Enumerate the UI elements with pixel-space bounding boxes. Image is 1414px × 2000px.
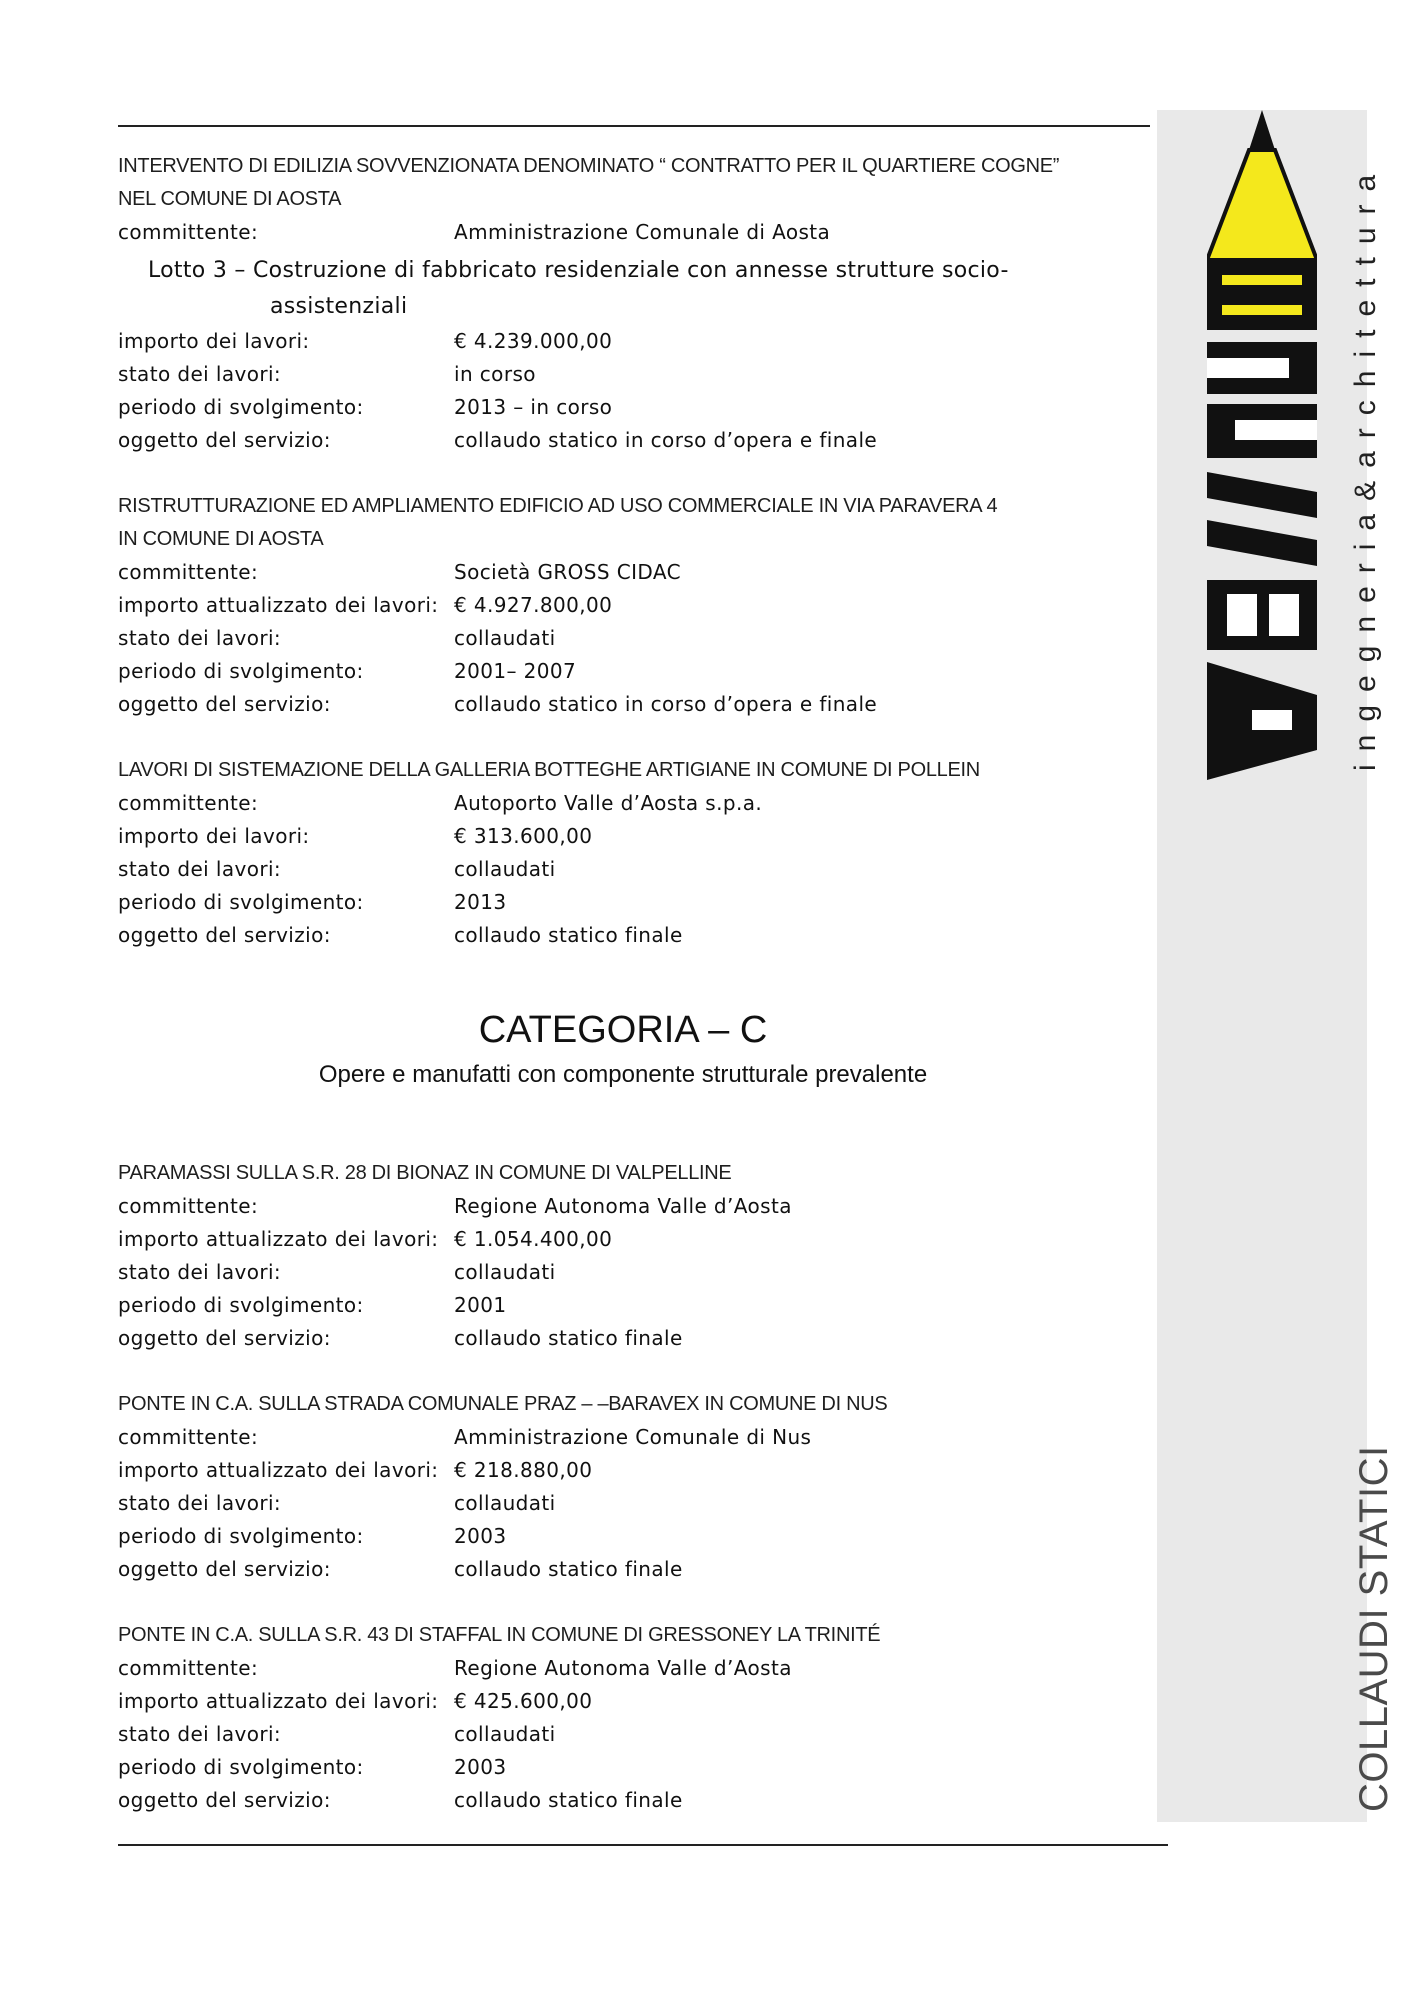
field-row — [118, 1190, 1148, 1223]
field-row — [118, 622, 1148, 655]
field-row — [118, 1718, 1148, 1751]
field-row — [118, 216, 1148, 249]
field-label: committente: — [118, 1656, 259, 1680]
field-value: Autoporto Valle d’Aosta s.p.a. — [454, 791, 763, 815]
project-entry — [118, 150, 1148, 457]
field-value: collaudo statico finale — [454, 1326, 683, 1350]
field-label: oggetto del servizio: — [118, 428, 331, 452]
field-label: stato dei lavori: — [118, 362, 282, 386]
field-label: committente: — [118, 791, 259, 815]
category-title: CATEGORIA – C — [478, 1009, 768, 1051]
pencil-tip — [1249, 110, 1275, 150]
field-row — [118, 358, 1148, 391]
project-title: RISTRUTTURAZIONE ED AMPLIAMENTO EDIFICIO AD USO COMMERCIALE IN VIA PARAVERA 4 — [118, 495, 998, 517]
field-row — [118, 919, 1148, 952]
field-row — [118, 325, 1148, 358]
project-entry — [118, 490, 1148, 721]
field-label: committente: — [118, 220, 259, 244]
field-label: periodo di svolgimento: — [118, 890, 364, 914]
field-value: collaudo statico finale — [454, 1788, 683, 1812]
logo-letter-e — [1207, 260, 1317, 330]
field-row — [118, 1322, 1148, 1355]
field-value: collaudati — [454, 1491, 556, 1515]
field-value: Amministrazione Comunale di Nus — [454, 1425, 812, 1449]
field-label: importo attualizzato dei lavori: — [118, 1458, 439, 1482]
project-title: PONTE IN C.A. SULLA S.R. 43 DI STAFFAL IN COMUNE DI GRESSONEY LA TRINITÉ — [118, 1624, 881, 1646]
field-value: collaudo statico finale — [454, 1557, 683, 1581]
field-row — [118, 1454, 1148, 1487]
category-subtitle: Opere e manufatti con componente strutturale prevalente — [318, 1061, 928, 1088]
field-value: 2001– 2007 — [454, 659, 577, 683]
field-row — [118, 1553, 1148, 1586]
field-value: 2003 — [454, 1755, 507, 1779]
field-row — [118, 1520, 1148, 1553]
field-value: collaudati — [454, 1722, 556, 1746]
project-title: LAVORI DI SISTEMAZIONE DELLA GALLERIA BOTTEGHE ARTIGIANE IN COMUNE DI POLLEIN — [118, 759, 980, 781]
field-value: € 313.600,00 — [454, 824, 593, 848]
company-logo — [1207, 110, 1317, 780]
field-row — [118, 886, 1148, 919]
project-title-cont: NEL COMUNE DI AOSTA — [118, 188, 342, 210]
field-row — [118, 1751, 1148, 1784]
logo-slash — [1207, 472, 1317, 518]
field-label: periodo di svolgimento: — [118, 1524, 364, 1548]
field-value: 2003 — [454, 1524, 507, 1548]
field-row — [118, 424, 1148, 457]
field-label: periodo di svolgimento: — [118, 659, 364, 683]
field-label: importo attualizzato dei lavori: — [118, 1227, 439, 1251]
field-label: committente: — [118, 1425, 259, 1449]
field-value: collaudo statico in corso d’opera e finale — [454, 692, 878, 716]
field-row — [118, 1652, 1148, 1685]
field-row — [118, 1421, 1148, 1454]
field-row — [118, 688, 1148, 721]
logo-letter-b — [1207, 580, 1317, 650]
field-label: periodo di svolgimento: — [118, 1293, 364, 1317]
pencil-body — [1207, 150, 1317, 260]
field-label: importo dei lavori: — [118, 329, 310, 353]
field-label: stato dei lavori: — [118, 626, 282, 650]
field-row — [118, 787, 1148, 820]
field-value: in corso — [454, 362, 536, 386]
field-row — [118, 1223, 1148, 1256]
logo-tagline: ingegneria&architettura — [1349, 161, 1382, 771]
field-label: stato dei lavori: — [118, 1491, 282, 1515]
project-entry — [118, 1388, 1148, 1586]
project-title: PARAMASSI SULLA S.R. 28 DI BIONAZ IN COMUNE DI VALPELLINE — [118, 1162, 732, 1184]
field-value: Società GROSS CIDAC — [454, 560, 681, 584]
field-value: € 4.927.800,00 — [454, 593, 613, 617]
field-value: Amministrazione Comunale di Aosta — [454, 220, 831, 244]
lotto-line-cont: assistenziali — [270, 294, 408, 319]
field-label: oggetto del servizio: — [118, 1326, 331, 1350]
field-row — [118, 1784, 1148, 1817]
project-title: PONTE IN C.A. SULLA STRADA COMUNALE PRAZ – –BARAVEX IN COMUNE DI NUS — [118, 1393, 888, 1415]
field-value: € 4.239.000,00 — [454, 329, 613, 353]
field-value: collaudo statico finale — [454, 923, 683, 947]
field-row — [118, 1487, 1148, 1520]
field-label: periodo di svolgimento: — [118, 395, 364, 419]
field-row — [118, 1256, 1148, 1289]
field-value: 2013 — [454, 890, 507, 914]
project-title: INTERVENTO DI EDILIZIA SOVVENZIONATA DENOMINATO “ CONTRATTO PER IL QUARTIERE COGNE” — [118, 155, 1060, 177]
field-row — [118, 391, 1148, 424]
field-row — [118, 1289, 1148, 1322]
category-header — [118, 1007, 1148, 1093]
field-row — [118, 655, 1148, 688]
project-title-cont: IN COMUNE DI AOSTA — [118, 528, 324, 550]
lotto-description — [148, 253, 1148, 325]
field-label: periodo di svolgimento: — [118, 1755, 364, 1779]
field-row — [118, 556, 1148, 589]
field-value: collaudati — [454, 857, 556, 881]
field-label: oggetto del servizio: — [118, 692, 331, 716]
field-label: oggetto del servizio: — [118, 923, 331, 947]
field-label: importo dei lavori: — [118, 824, 310, 848]
project-entry — [118, 1619, 1148, 1817]
field-value: 2013 – in corso — [454, 395, 613, 419]
field-value: collaudati — [454, 626, 556, 650]
field-label: stato dei lavori: — [118, 1260, 282, 1284]
field-row — [118, 820, 1148, 853]
section-label: COLLAUDI STATICI — [1352, 1445, 1396, 1812]
field-value: 2001 — [454, 1293, 507, 1317]
field-value: collaudati — [454, 1260, 556, 1284]
project-entry — [118, 754, 1148, 952]
field-value: Regione Autonoma Valle d’Aosta — [454, 1194, 792, 1218]
field-row — [118, 589, 1148, 622]
field-label: oggetto del servizio: — [118, 1557, 331, 1581]
top-rule — [118, 125, 1150, 127]
lotto-line: Lotto 3 – Costruzione di fabbricato residenziale con annesse strutture socio- — [148, 258, 1009, 283]
document-body — [118, 150, 1148, 1850]
field-value: € 218.880,00 — [454, 1458, 593, 1482]
field-row — [118, 1685, 1148, 1718]
field-label: importo attualizzato dei lavori: — [118, 593, 439, 617]
field-label: stato dei lavori: — [118, 1722, 282, 1746]
field-value: collaudo statico in corso d’opera e finale — [454, 428, 878, 452]
field-value: € 1.054.400,00 — [454, 1227, 613, 1251]
field-value: € 425.600,00 — [454, 1689, 593, 1713]
field-label: oggetto del servizio: — [118, 1788, 331, 1812]
field-row — [118, 853, 1148, 886]
field-label: stato dei lavori: — [118, 857, 282, 881]
field-label: committente: — [118, 1194, 259, 1218]
field-label: committente: — [118, 560, 259, 584]
project-entry — [118, 1157, 1148, 1355]
field-label: importo attualizzato dei lavori: — [118, 1689, 439, 1713]
field-value: Regione Autonoma Valle d’Aosta — [454, 1656, 792, 1680]
